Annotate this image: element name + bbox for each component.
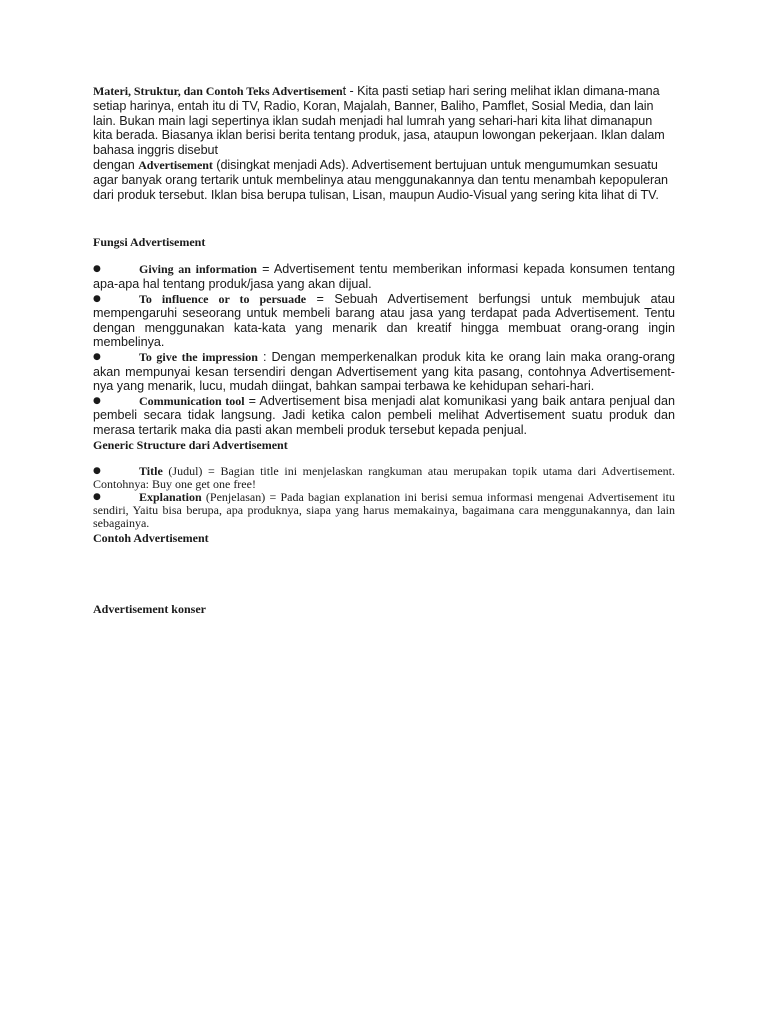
bullet-icon: ● (93, 264, 101, 275)
fungsi-heading: Fungsi Advertisement (93, 235, 206, 250)
intro-line1: - Kita pasti setiap hari sering melihat iklan (346, 84, 580, 98)
intro-advertisement-term: Advertisement (138, 157, 213, 172)
intro-text-b: (disingkat menjadi Ads). Advertisement bertujuan untuk mengumumkan sesuatu agar banyak orang tertarik untuk membelinya atau menggunakannya dan tentu menambah kepopuleran dari produk tersebut. Iklan bisa berupa tulisan, Lisan, maupun Audio-Visual yang sering kita lihat di TV. (93, 157, 668, 202)
contoh-heading: Contoh Advertisement (93, 530, 209, 545)
fungsi-item-term: Communication tool (139, 393, 245, 408)
intro-dengan: dengan (93, 157, 139, 172)
fungsi-list (93, 262, 675, 437)
structure-heading: Generic Structure dari Advertisement (93, 437, 288, 452)
bullet-icon: ● (93, 465, 101, 476)
structure-item-text: (Judul) = Bagian title ini menjelaskan rangkuman atau merupakan topik utama dari Advertisement. Contohnya: Buy one get one free! (93, 463, 675, 491)
intro-text-a: dimana-mana setiap harinya, entah itu di TV, Radio, Koran, Majalah, Banner, Baliho, Pamflet, Sosial Media, dan lain lain. Bukan main lagi sepertinya iklan sudah menjadi hal lumrah yang sehari-hari kita lihat dimanapun kita berada. Biasanya iklan berisi berita tentang produk, jasa, ataupun lowongan pekerjaan. Iklan dalam bahasa inggris disebut (93, 84, 665, 158)
document-page (93, 84, 675, 617)
structure-item-explanation (93, 491, 675, 531)
fungsi-item-text: = Sebuah Advertisement berfungsi untuk membujuk atau mempengaruhi seseorang untuk membeli barang atau jasa yang terdapat pada Advertisement. Tentu dengan menggunakan kata-kata yang menarik dan kreatif hingga membuat orang-orang ingin membelinya. (93, 291, 675, 350)
konser-heading: Advertisement konser (93, 601, 206, 616)
structure-item-term: Explanation (139, 489, 202, 504)
intro-text-continued (93, 158, 675, 202)
fungsi-item-term: To give the impression (139, 349, 258, 364)
intro-title: Materi, Struktur, dan Contoh Teks Advertisemen (93, 84, 343, 98)
intro-text (93, 84, 675, 158)
fungsi-item-text: = Advertisement tentu memberikan informasi kepada konsumen tentang apa-apa hal tentang produk/jasa yang akan dijual. (93, 262, 675, 291)
structure-item-term: Title (139, 463, 163, 478)
fungsi-item-text: = Advertisement bisa menjadi alat komunikasi yang baik antara penjual dan pembeli secara tidak langsung. Jadi ketika calon pembeli melihat Advertisement suatu produk dan merasa tertarik maka dia pasti akan membeli produk tersebut kepada penjual. (93, 393, 675, 437)
intro-paragraph (93, 84, 675, 202)
structure-item-title (93, 465, 675, 491)
fungsi-item-text: : Dengan memperkenalkan produk kita ke orang lain maka orang-orang akan mempunyai kesan tersendiri dengan Advertisement yang kita pasang, contohnya Advertisement-nya yang menarik, lucu, mudah diingat, bahkan sampai terbawa ke kehidupan sehari-hari. (93, 349, 675, 394)
bullet-icon: ● (93, 395, 101, 406)
fungsi-item-term: Giving an information (139, 262, 257, 277)
fungsi-item-persuade (93, 292, 675, 350)
intro-title-tail: t (342, 84, 347, 98)
bullet-icon: ● (93, 491, 101, 502)
bullet-icon: ● (93, 351, 101, 362)
fungsi-item-impression (93, 350, 675, 394)
structure-item-text: (Penjelasan) = Pada bagian explanation ini berisi semua informasi mengenai Advertisement itu sendiri, Yaitu bisa berupa, apa produknya, siapa yang harus memakainya, bagaimana cara menggunakannya, dan lain sebagainya. (93, 489, 675, 531)
structure-list (93, 465, 675, 531)
fungsi-item-term: To influence or to persuade (139, 291, 307, 306)
fungsi-item-communication (93, 394, 675, 438)
fungsi-item-information (93, 262, 675, 291)
bullet-icon: ● (93, 293, 101, 304)
